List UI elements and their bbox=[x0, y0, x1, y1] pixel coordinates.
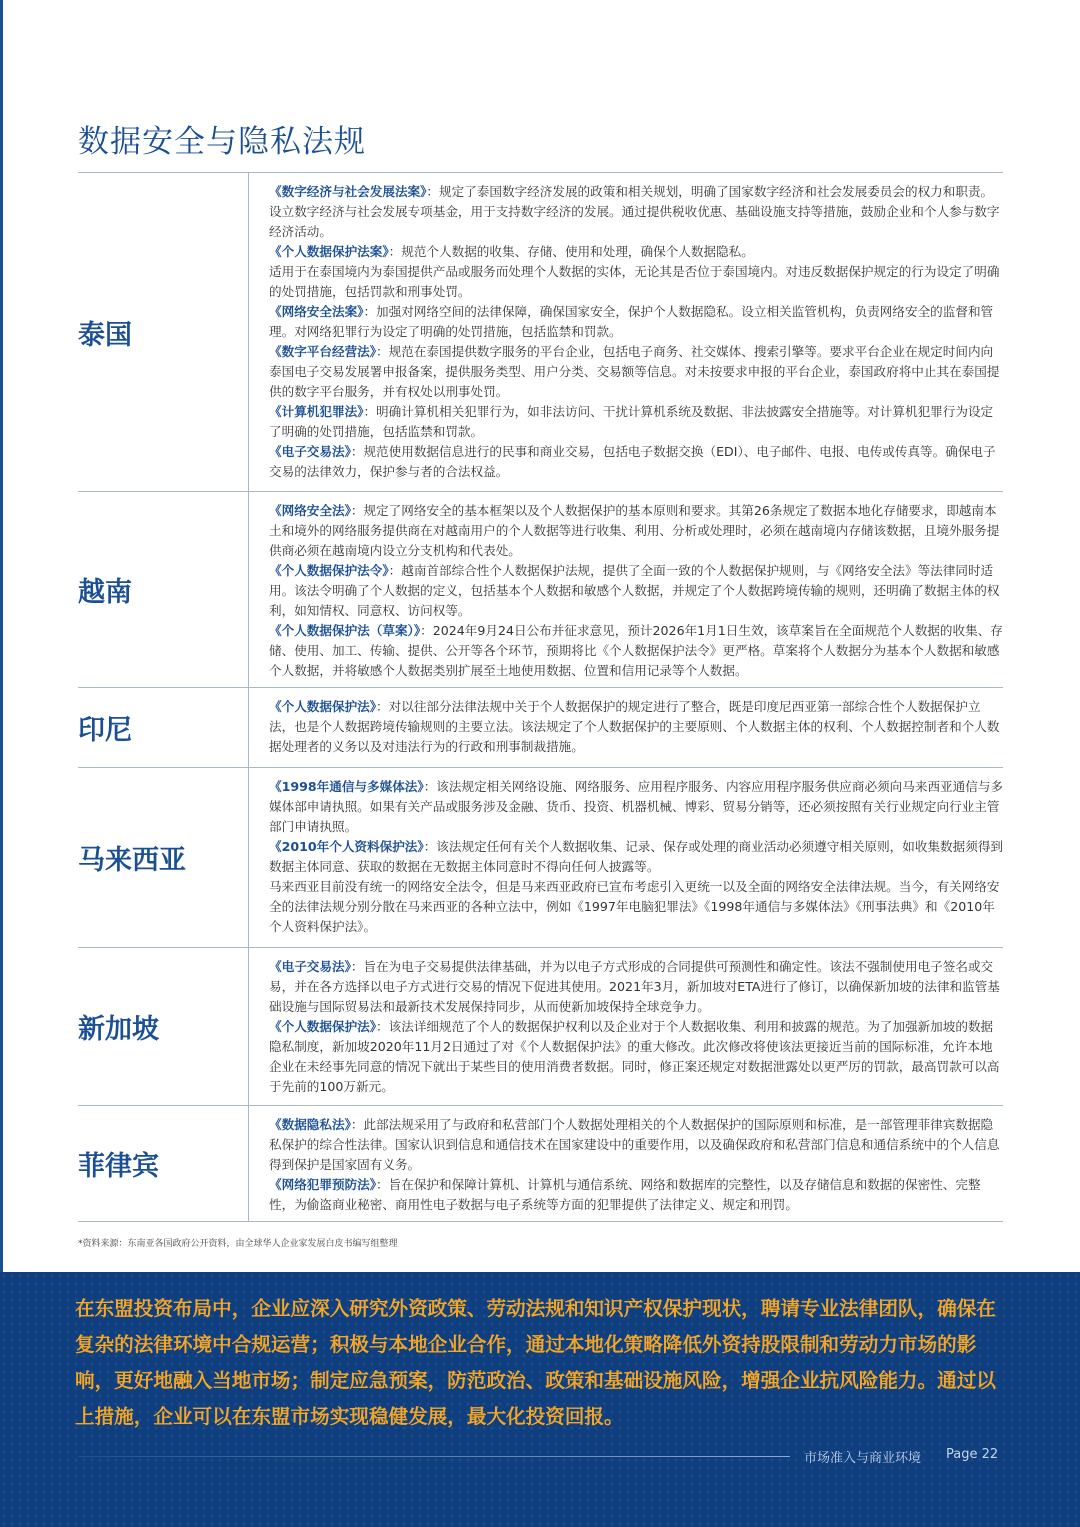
law-name: 《网络犯罪预防法》 bbox=[269, 1177, 377, 1192]
law-paragraph bbox=[269, 182, 1003, 242]
country-row bbox=[78, 948, 1003, 1106]
banner-text: 在东盟投资布局中，企业应深入研究外资政策、劳动法规和知识产权保护现状，聘请专业法律团队，确保在复杂的法律环境中合规运营；积极与本地企业合作，通过本地化策略降低外资持股限制和劳动力市场的影响，更好地融入当地市场；制定应急预案，防范政治、政策和基础设施风险，增强企业抗风险能力。通过以上措施，企业可以在东盟市场实现稳健发展，最大化投资回报。 bbox=[75, 1297, 996, 1428]
law-table bbox=[78, 172, 1003, 1222]
law-text: 适用于在泰国境内为泰国提供产品或服务而处理个人数据的实体，无论其是否位于泰国境内。对违反数据保护规定的行为设定了明确的处罚措施，包括罚款和刑事处罚。 bbox=[269, 264, 1000, 299]
law-text: ：规范在泰国提供数字服务的平台企业，包括电子商务、社交媒体、搜索引擎等。要求平台企业在规定时间内向泰国电子交易发展署申报备案，提供服务类型、用户分类、交易额等信息。对未按要求申报的平台企业，泰国政府将中止其在泰国提供的数字平台服务，并有权处以刑事处罚。 bbox=[269, 344, 1000, 399]
law-name: 《个人数据保护法》 bbox=[269, 699, 377, 714]
law-text: ：越南首部综合性个人数据保护法规，提供了全面一致的个人数据保护规则，与《网络安全法》等法律同时适用。该法令明确了个人数据的定义，包括基本个人数据和敏感个人数据，并规定了个人数据跨境传输的规则，还明确了数据主体的权利，如知情权、同意权、访问权等。 bbox=[269, 563, 1000, 618]
country-cell bbox=[78, 688, 248, 767]
country-cell bbox=[78, 1106, 248, 1221]
law-paragraph bbox=[269, 302, 1003, 342]
law-descriptions bbox=[248, 492, 1003, 687]
law-name: 《数字平台经营法》 bbox=[269, 344, 377, 359]
law-text: ：该法详细规范了个人的数据保护权利以及企业对于个人数据收集、利用和披露的规范。为了加强新加坡的数据隐私制度，新加坡2020年11月2日通过了对《个人数据保护法》的重大修改。此次修改将使该法更接近当前的国际标准，允许本地企业在未经事先同意的情况下就出于某些目的使用消费者数据。同时，修正案还规定对数据泄露处以更严厉的罚款，最高罚款可以高于先前的100万新元。 bbox=[269, 1019, 1000, 1094]
law-paragraph bbox=[269, 1017, 1003, 1097]
law-paragraph bbox=[269, 242, 1003, 262]
law-text: ：旨在为电子交易提供法律基础，并为以电子方式形成的合同提供可预测性和确定性。该法不强制使用电子签名或交易，并在各方选择以电子方式进行交易的情况下促进其使用。2021年3月，新加坡对ETA进行了修订，以确保新加坡的法律和监管基础设施与国际贸易法和最新技术发展保持同步，从而使新加坡保持全球竞争力。 bbox=[269, 959, 1000, 1014]
law-descriptions bbox=[248, 948, 1003, 1105]
country-name: 新加坡 bbox=[78, 1014, 159, 1045]
country-row bbox=[78, 172, 1003, 492]
law-name: 《个人数据保护法》 bbox=[269, 1019, 377, 1034]
page-title: 数据安全与隐私法规 bbox=[78, 124, 366, 160]
law-paragraph bbox=[269, 777, 1003, 837]
law-name: 《数字经济与社会发展法案》 bbox=[269, 184, 427, 199]
law-text: ：加强对网络空间的法律保障，确保国家安全，保护个人数据隐私。设立相关监管机构，负责网络安全的监督和管理。对网络犯罪行为设定了明确的处罚措施，包括监禁和罚款。 bbox=[269, 304, 994, 339]
country-cell bbox=[78, 948, 248, 1105]
page-number: Page 22 bbox=[946, 1447, 999, 1462]
source-note: *资料来源：东南亚各国政府公开资料，由全球华人企业家发展白皮书编写组整理 bbox=[78, 1239, 398, 1249]
footer-divider bbox=[78, 1456, 790, 1457]
left-accent-rule bbox=[0, 0, 3, 1272]
country-row bbox=[78, 1106, 1003, 1222]
law-paragraph bbox=[269, 402, 1003, 442]
law-paragraph bbox=[269, 342, 1003, 402]
footer-section-title: 市场准入与商业环境 bbox=[804, 1451, 922, 1466]
law-descriptions bbox=[248, 173, 1003, 491]
law-name: 《2010年个人资料保护法》 bbox=[269, 839, 424, 854]
country-row bbox=[78, 768, 1003, 948]
law-paragraph bbox=[269, 837, 1003, 877]
country-name: 印尼 bbox=[78, 715, 132, 746]
law-paragraph bbox=[269, 501, 1003, 561]
law-paragraph bbox=[269, 262, 1003, 302]
law-name: 《个人数据保护法（草案）》 bbox=[269, 623, 421, 638]
summary-banner bbox=[0, 1272, 1080, 1527]
country-cell bbox=[78, 492, 248, 687]
law-paragraph bbox=[269, 957, 1003, 1017]
law-text: ：规范使用数据信息进行的民事和商业交易，包括电子数据交换（EDI）、电子邮件、电报、电传或传真等。确保电子交易的法律效力，保护参与者的合法权益。 bbox=[269, 444, 996, 479]
law-text: ：对以往部分法律法规中关于个人数据保护的规定进行了整合，既是印度尼西亚第一部综合性个人数据保护立法，也是个人数据跨境传输规则的主要立法。该法规定了个人数据保护的主要原则、个人数据主体的权利、个人数据控制者和个人数据处理者的义务以及对违法行为的行政和刑事制裁措施。 bbox=[269, 699, 1000, 754]
law-text: ：该法规定任何有关个人数据收集、记录、保存或处理的商业活动必须遵守相关原则，如收集数据须得到数据主体同意、获取的数据在无数据主体同意时不得向任何人披露等。 bbox=[269, 839, 1004, 874]
law-paragraph bbox=[269, 877, 1003, 937]
law-paragraph bbox=[269, 1175, 1003, 1215]
law-name: 《网络安全法案》 bbox=[269, 304, 364, 319]
law-name: 《个人数据保护法案》 bbox=[269, 244, 389, 259]
law-text: ：明确计算机相关犯罪行为，如非法访问、干扰计算机系统及数据、非法披露安全措施等。对计算机犯罪行为设定了明确的处罚措施，包括监禁和罚款。 bbox=[269, 404, 994, 439]
law-paragraph bbox=[269, 442, 1003, 482]
law-descriptions bbox=[248, 1106, 1003, 1221]
law-name: 《网络安全法》 bbox=[269, 503, 351, 518]
law-paragraph bbox=[269, 621, 1003, 681]
law-paragraph bbox=[269, 561, 1003, 621]
law-name: 《个人数据保护法令》 bbox=[269, 563, 389, 578]
law-name: 《数据隐私法》 bbox=[269, 1117, 351, 1132]
law-text: ：旨在保护和保障计算机、计算机与通信系统、网络和数据库的完整性，以及存储信息和数据的保密性、完整性，为偷盗商业秘密、商用性电子数据与电子系统等方面的犯罪提供了法律定义、规定和刑罚。 bbox=[269, 1177, 981, 1212]
law-name: 《1998年通信与多媒体法》 bbox=[269, 779, 424, 794]
country-name: 泰国 bbox=[78, 319, 132, 351]
country-row bbox=[78, 492, 1003, 688]
law-text: ：规范个人数据的收集、存储、使用和处理，确保个人数据隐私。 bbox=[388, 244, 754, 259]
law-text: ：该法规定相关网络设施、网络服务、应用程序服务、内容应用程序服务供应商必须向马来西亚通信与多媒体部申请执照。如果有关产品或服务涉及金融、货币、投资、机器机械、博彩、贸易分销等，还必须按照有关行业规定向行业主管部门申请执照。 bbox=[269, 779, 1004, 834]
law-descriptions bbox=[248, 688, 1003, 767]
law-paragraph bbox=[269, 697, 1003, 757]
country-name: 菲律宾 bbox=[78, 1151, 159, 1182]
country-row bbox=[78, 688, 1003, 768]
law-paragraph bbox=[269, 1115, 1003, 1175]
law-name: 《电子交易法》 bbox=[269, 444, 351, 459]
law-text: ：规定了泰国数字经济发展的政策和相关规划，明确了国家数字经济和社会发展委员会的权力和职责。设立数字经济与社会发展专项基金，用于支持数字经济的发展。通过提供税收优惠、基础设施支持等措施，鼓励企业和个人参与数字经济活动。 bbox=[269, 184, 1000, 239]
law-descriptions bbox=[248, 768, 1003, 947]
law-text: ：规定了网络安全的基本框架以及个人数据保护的基本原则和要求。其第26条规定了数据本地化存储要求，即越南本土和境外的网络服务提供商在对越南用户的个人数据等进行收集、利用、分析或处理时，必须在越南境内存储该数据，且境外服务提供商必须在越南境内设立分支机构和代表处。 bbox=[269, 503, 1000, 558]
country-cell bbox=[78, 173, 248, 491]
law-name: 《计算机犯罪法》 bbox=[269, 404, 364, 419]
law-text: ：2024年9月24日公布并征求意见，预计2026年1月1日生效，该草案旨在全面规范个人数据的收集、存储、使用、加工、传输、提供、公开等各个环节，预期将比《个人数据保护法令》更严格。草案将个人数据分为基本个人数据和敏感个人数据，并将敏感个人数据类别扩展至土地使用数据、位置和信用记录等个人数据。 bbox=[269, 623, 1003, 678]
country-name: 越南 bbox=[78, 577, 132, 608]
law-name: 《电子交易法》 bbox=[269, 959, 351, 974]
country-cell bbox=[78, 768, 248, 947]
law-text: ：此部法规采用了与政府和私营部门个人数据处理相关的个人数据保护的国际原则和标准，是一部管理菲律宾数据隐私保护的综合性法律。国家认识到信息和通信技术在国家建设中的重要作用，以及确保政府和私营部门信息和通信系统中的个人信息得到保护是国家固有义务。 bbox=[269, 1117, 1000, 1172]
law-text: 马来西亚目前没有统一的网络安全法令，但是马来西亚政府已宣布考虑引入更统一以及全面的网络安全法律法规。当今，有关网络安全的法律法规分别分散在马来西亚的各种立法中，例如《1997年电脑犯罪法》《1998年通信与多媒体法》《刑事法典》和《2010年个人资料保护法》。 bbox=[269, 879, 1000, 934]
country-name: 马来西亚 bbox=[78, 845, 186, 876]
